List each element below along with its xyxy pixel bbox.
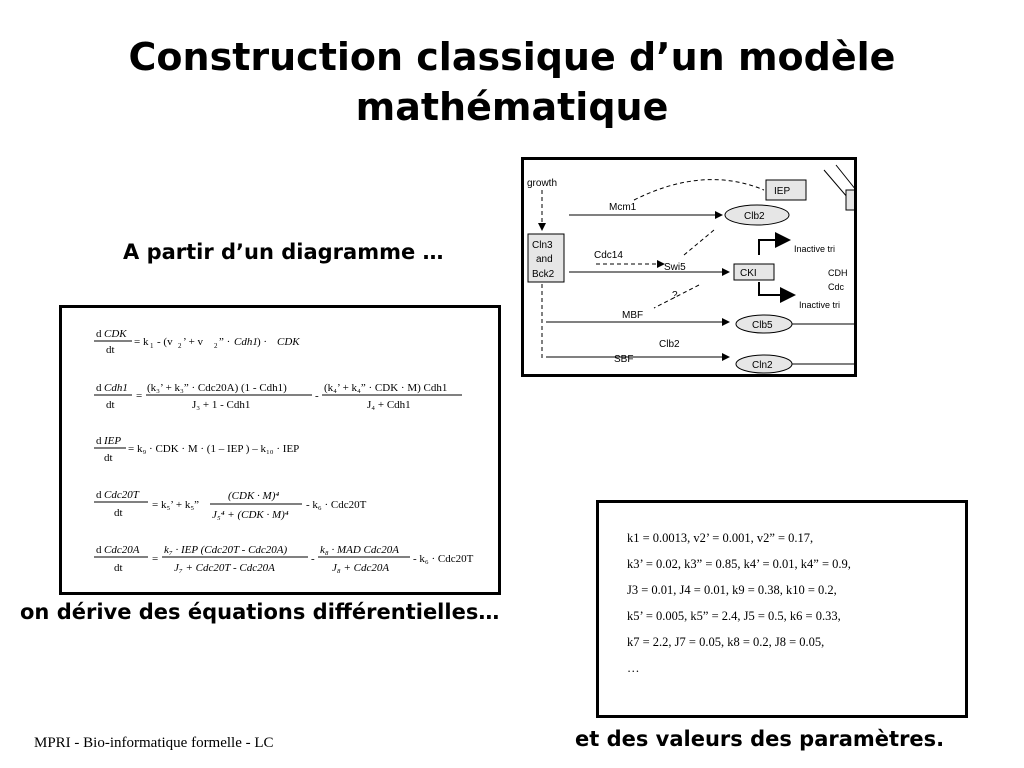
diag-label-inactive-top: Inactive tri <box>794 244 836 254</box>
eq4-f-den: J₅⁴ + (CDK · M)⁴ <box>212 509 289 521</box>
eq1-sub2a: 2 <box>178 342 182 350</box>
slide-title <box>60 32 964 132</box>
parameter-line: k7 = 2.2, J7 = 0.05, k8 = 0.2, J8 = 0.05, <box>627 635 825 649</box>
eq5-f1-num: k₇ · IEP (Cdc20T - Cdc20A) <box>164 544 288 556</box>
diag-node-cut-right <box>846 190 857 210</box>
eq2-equals: = <box>136 390 143 402</box>
eq1-d: d <box>96 328 102 340</box>
diag-label-iep: IEP <box>774 186 791 197</box>
diag-label-cdh: CDH <box>828 268 848 278</box>
eq1-sub1: 1 <box>150 342 154 350</box>
network-diagram <box>521 157 857 377</box>
diag-edge-inactive-top <box>759 240 789 255</box>
diag-label-cln3: Cln3 <box>532 240 553 251</box>
diag-label-clb5: Clb5 <box>752 320 773 331</box>
diag-label-clb2-lower: Clb2 <box>659 339 680 350</box>
eq1-rhs-g: CDK <box>277 336 300 348</box>
parameter-line: k5’ = 0.005, k5” = 2.4, J5 = 0.5, k6 = 0.33, <box>627 609 841 623</box>
eq5-var: Cdc20A <box>104 544 140 556</box>
parameter-line: k1 = 0.0013, v2’ = 0.001, v2” = 0.17, <box>627 531 814 545</box>
eq4-rhs-b: - k₆ · Cdc20T <box>306 499 367 511</box>
title-line-2: mathématique <box>355 85 669 129</box>
eq2-f1-num: (k₃’ + k₃” · Cdc20A) (1 - Cdh1) <box>147 382 287 394</box>
eq1-rhs-a: = k <box>134 336 149 348</box>
eq1-rhs-c: ’ + v <box>183 336 204 348</box>
eq2-f2-num: (k₄’ + k₄” · CDK · M) Cdh1 <box>324 382 448 394</box>
parameter-line: … <box>627 661 640 675</box>
eq5-f2-num: k₈ · MAD Cdc20A <box>320 544 399 556</box>
eq2-dt: dt <box>106 399 115 411</box>
eq5-dt: dt <box>114 562 123 574</box>
eq1-sub2b: 2 <box>214 342 218 350</box>
eq4-var: Cdc20T <box>104 489 139 501</box>
diag-label-and: and <box>536 254 553 265</box>
diag-edge-inactive-bottom <box>759 282 794 295</box>
eq5-d: d <box>96 544 102 556</box>
parameter-line: k3’ = 0.02, k3” = 0.85, k4’ = 0.01, k4” = 0.9, <box>627 557 851 571</box>
eq5-f1-den: J₇ + Cdc20T - Cdc20A <box>174 562 275 574</box>
eq5-f2-den: J₈ + Cdc20A <box>332 562 390 574</box>
network-diagram-svg <box>524 160 857 377</box>
eq2-d: d <box>96 382 102 394</box>
title-line-1: Construction classique d’un modèle <box>128 35 896 79</box>
parameters-list <box>627 525 851 681</box>
eq2-minus: - <box>315 390 319 402</box>
eq4-f-num: (CDK · M)⁴ <box>228 490 280 502</box>
diag-label-mbf: MBF <box>622 310 644 321</box>
footer: MPRI - Bio-informatique formelle - LC <box>34 735 274 751</box>
eq4-dt: dt <box>114 507 123 519</box>
diag-label-cln2: Cln2 <box>752 360 773 371</box>
equations-svg <box>62 308 498 592</box>
parameters-box <box>596 500 968 718</box>
eq1-rhs-d: ” · <box>219 336 231 348</box>
eq2-f2-den: J₄ + Cdh1 <box>367 399 411 411</box>
eq1-rhs-f: ) · <box>257 336 268 348</box>
diag-label-growth: growth <box>527 178 558 189</box>
eq3-dt: dt <box>104 452 113 464</box>
diag-label-mcm1: Mcm1 <box>609 202 637 213</box>
diag-label-inactive-bottom: Inactive tri <box>799 300 841 310</box>
parameter-line: J3 = 0.01, J4 = 0.01, k9 = 0.38, k10 = 0.2, <box>627 583 837 597</box>
eq5-rhs-b: - k₆ · Cdc20T <box>413 553 474 565</box>
eq1-dt: dt <box>106 344 115 356</box>
diag-label-cki: CKI <box>740 268 757 279</box>
diag-label-sbf: SBF <box>614 354 634 365</box>
eq4-d: d <box>96 489 102 501</box>
eq3-d: d <box>96 435 102 447</box>
caption-equations: on dérive des équations différentielles… <box>20 600 500 624</box>
caption-diagram: A partir d’un diagramme … <box>123 240 444 264</box>
eq4-rhs-a: = k₅’ + k₅” <box>152 499 200 511</box>
diag-label-bck2: Bck2 <box>532 269 555 280</box>
eq1-rhs-e: Cdh1 <box>234 336 258 348</box>
eq2-f1-den: J₃ + 1 - Cdh1 <box>192 399 251 411</box>
eq1-var: CDK <box>104 328 127 340</box>
diag-label-q: ? <box>672 290 678 301</box>
diag-label-clb2: Clb2 <box>744 211 765 222</box>
diag-label-cdc14: Cdc14 <box>594 250 623 261</box>
eq5-equals: = <box>152 553 159 565</box>
eq5-minus: - <box>311 553 315 565</box>
diag-label-swi5: Swi5 <box>664 262 686 273</box>
equations-box <box>59 305 501 595</box>
eq3-rhs: = k₉ · CDK · M · (1 – IEP ) – k₁₀ · IEP <box>128 443 300 455</box>
caption-params: et des valeurs des paramètres. <box>575 727 945 751</box>
diag-edge-swi5-inhib <box>684 230 714 255</box>
eq1-rhs-b: - (v <box>157 336 173 348</box>
diag-label-cdc: Cdc <box>828 282 845 292</box>
diag-edge-iep <box>634 180 764 200</box>
eq3-var: IEP <box>104 435 122 447</box>
eq2-var: Cdh1 <box>104 382 128 394</box>
